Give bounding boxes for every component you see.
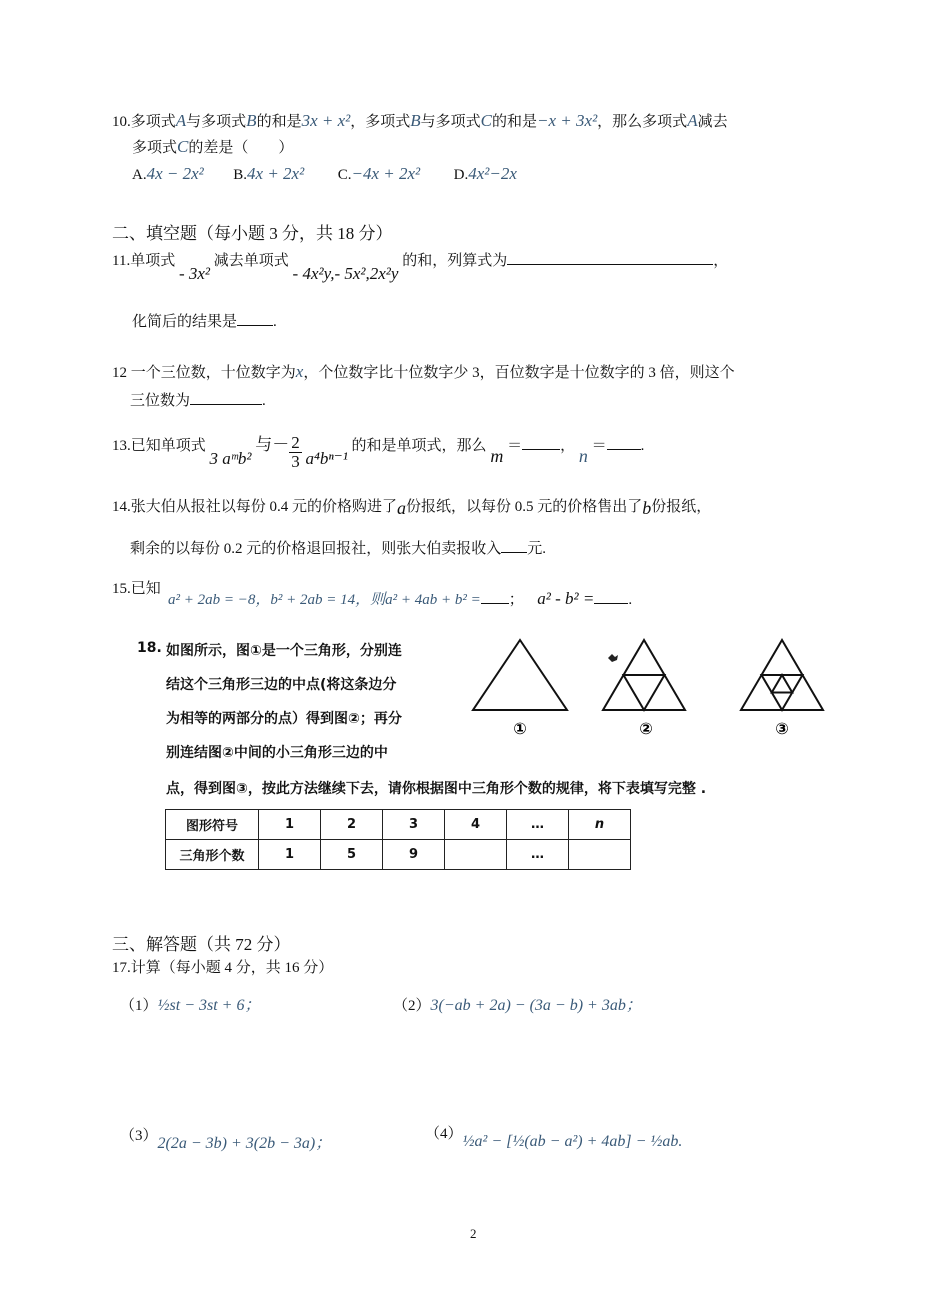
var-n: n bbox=[578, 445, 588, 466]
table-cell: 三角形个数 bbox=[166, 840, 259, 870]
q14-text: 14.张大伯从报社以每份 0.4 元的价格购进了 bbox=[112, 499, 398, 515]
q18-line: 别连结图②中间的小三角形三边的中 bbox=[166, 745, 388, 761]
q12-text: ，个位数字比十位数字少 3，百位数字是十位数字的 3 倍，则这个 bbox=[303, 365, 735, 381]
q10-text: ，多项式 bbox=[350, 114, 411, 130]
q11-text: ， bbox=[713, 253, 729, 269]
section-2-heading: 二、填空题（每小题 3 分，共 18 分） bbox=[112, 224, 393, 243]
figure-1 bbox=[473, 640, 567, 710]
option-b[interactable] bbox=[233, 164, 305, 183]
answer-blank[interactable] bbox=[190, 390, 262, 405]
q13-expr1: 3 aᵐb² bbox=[209, 448, 252, 468]
q11-text: 化简后的结果是 bbox=[132, 314, 238, 330]
q10-text: 减去 bbox=[697, 114, 728, 130]
q17-part3 bbox=[120, 1122, 332, 1152]
table-cell: 9 bbox=[383, 840, 445, 870]
q14-line2 bbox=[130, 537, 546, 558]
option-c-label: C. bbox=[337, 167, 352, 183]
table-cell: n bbox=[569, 810, 631, 840]
q13-expr2: a⁴bⁿ⁻¹ bbox=[305, 448, 348, 468]
part3-expr: 2(2a − 3b) + 3(2b − 3a)； bbox=[157, 1135, 332, 1152]
table-cell: … bbox=[507, 810, 569, 840]
part2-expr: 3(−ab + 2a) − (3a − b) + 3ab； bbox=[430, 997, 642, 1014]
answer-blank[interactable] bbox=[481, 593, 509, 604]
table-cell: 3 bbox=[383, 810, 445, 840]
table-cell: 2 bbox=[321, 810, 383, 840]
q18-number: 18. bbox=[137, 640, 162, 656]
q12-text: . bbox=[262, 393, 266, 409]
answer-blank[interactable] bbox=[507, 250, 713, 265]
q11-text: . bbox=[273, 314, 277, 330]
q13-text: ， bbox=[560, 437, 576, 454]
option-b-label: B. bbox=[233, 167, 248, 183]
table-cell: 5 bbox=[321, 840, 383, 870]
option-a-expr: 4x − 2x² bbox=[146, 164, 204, 183]
var-B: B bbox=[410, 111, 421, 130]
part-label: （2） bbox=[393, 998, 431, 1014]
q13-text: ＝ bbox=[507, 437, 523, 454]
figure-2 bbox=[603, 640, 685, 710]
q11-expr2: - 4x²y,- 5x²,2x²y bbox=[292, 264, 399, 283]
var-B: B bbox=[246, 111, 257, 130]
q14-line1 bbox=[112, 495, 711, 516]
q10-text: 的差是（ ） bbox=[188, 140, 294, 156]
q10-text: 与多项式 bbox=[420, 114, 481, 130]
q12-text: 12 一个三位数，十位数字为 bbox=[112, 365, 296, 381]
expr-sum-bc: −x + 3x² bbox=[537, 111, 598, 130]
option-c-expr: −4x + 2x² bbox=[351, 164, 421, 183]
frac-den: 3 bbox=[291, 451, 300, 471]
q10-text: 多项式 bbox=[132, 140, 178, 156]
part4-expr: ½a² − [½(ab − a²) + 4ab] − ½ab. bbox=[462, 1133, 683, 1150]
q11-text: 的和，列算式为 bbox=[402, 253, 508, 269]
q10-text: 与多项式 bbox=[186, 114, 247, 130]
table-cell: 1 bbox=[259, 810, 321, 840]
part-label: （4） bbox=[425, 1126, 463, 1142]
q10-options bbox=[132, 164, 517, 184]
var-a: a bbox=[397, 498, 407, 518]
figure-3 bbox=[741, 640, 823, 710]
table-cell: 图形符号 bbox=[166, 810, 259, 840]
q10-text: 的和是 bbox=[492, 114, 538, 130]
var-C: C bbox=[177, 137, 189, 156]
option-b-expr: 4x + 2x² bbox=[247, 164, 305, 183]
q17-title: 17.计算（每小题 4 分，共 16 分） bbox=[112, 960, 334, 976]
q18-line: 如图所示，图①是一个三角形，分别连 bbox=[166, 643, 402, 659]
q12-text: 三位数为 bbox=[130, 393, 191, 409]
part-label: （1） bbox=[120, 998, 158, 1014]
q13-text: 与－ bbox=[255, 434, 290, 454]
var-C: C bbox=[480, 111, 493, 130]
q18-line: 结这个三角形三边的中点(将这条边分 bbox=[166, 677, 397, 693]
fig-label-1: ① bbox=[513, 719, 527, 738]
q12-line1 bbox=[112, 361, 735, 382]
frac-num: 2 bbox=[291, 433, 300, 452]
answer-blank[interactable] bbox=[501, 538, 527, 553]
table-cell: 1 bbox=[259, 840, 321, 870]
answer-blank[interactable] bbox=[522, 435, 560, 450]
q10-line1 bbox=[112, 110, 728, 131]
q14-text: 份报纸， bbox=[651, 499, 712, 515]
q18-line: 点，得到图③，按此方法继续下去，请你根据图中三角形个数的规律，将下表填写完整 . bbox=[166, 781, 707, 797]
q12-line2 bbox=[130, 389, 266, 410]
ink-blot bbox=[608, 654, 618, 662]
q11-line1 bbox=[112, 249, 729, 283]
q17-part2 bbox=[393, 992, 642, 1015]
q13-text: ＝ bbox=[591, 437, 607, 454]
q15-expr2: a² - b² = bbox=[537, 589, 595, 608]
answer-cell[interactable] bbox=[569, 840, 631, 870]
q13-text: . bbox=[640, 437, 645, 454]
q13-text: 13.已知单项式 bbox=[112, 437, 206, 454]
expr-sum-ab: 3x + x² bbox=[301, 111, 351, 130]
q15-text: . bbox=[628, 592, 633, 608]
q10-text: 的和是 bbox=[256, 114, 302, 130]
q14-text: 元. bbox=[527, 541, 547, 557]
part-label: （3） bbox=[120, 1128, 158, 1144]
q13-text: 的和是单项式，那么 bbox=[351, 437, 487, 454]
q11-text: 11.单项式 bbox=[112, 253, 176, 269]
var-x: x bbox=[295, 362, 304, 381]
q15-label: 15.已知 bbox=[112, 581, 161, 597]
option-a[interactable] bbox=[132, 164, 204, 183]
triangle-figures bbox=[470, 638, 835, 743]
fig-label-3: ③ bbox=[775, 719, 789, 738]
option-d-label: D. bbox=[453, 167, 469, 183]
q13-line bbox=[112, 428, 645, 471]
var-m: m bbox=[490, 445, 504, 466]
var-A: A bbox=[687, 111, 698, 130]
q10-text: 10.多项式 bbox=[112, 114, 176, 130]
q15-text: ； bbox=[508, 592, 524, 608]
fig-label-2: ② bbox=[639, 719, 653, 738]
table-row bbox=[166, 840, 631, 870]
option-d-expr: 4x²−2x bbox=[468, 164, 517, 183]
option-d[interactable] bbox=[453, 164, 517, 183]
q11-text: 减去单项式 bbox=[213, 253, 289, 269]
table-cell: 4 bbox=[445, 810, 507, 840]
q11-line2 bbox=[132, 310, 277, 331]
q10-line2 bbox=[132, 136, 293, 157]
fraction-two-thirds bbox=[289, 434, 302, 471]
section-3-heading: 三、解答题（共 72 分） bbox=[112, 935, 291, 954]
q17-part4 bbox=[425, 1122, 683, 1150]
option-c[interactable] bbox=[337, 164, 421, 183]
answer-blank[interactable] bbox=[237, 311, 273, 326]
option-a-label: A. bbox=[132, 167, 147, 183]
q14-text: 份报纸，以每份 0.5 元的价格售出了 bbox=[406, 499, 643, 515]
answer-cell[interactable] bbox=[445, 840, 507, 870]
q15-expr1: a² + 2ab = −8，b² + 2ab = 14，则a² + 4ab + b² = bbox=[168, 592, 481, 608]
q17-part1 bbox=[120, 992, 260, 1015]
q14-text: 剩余的以每份 0.2 元的价格退回报社，则张大伯卖报收入 bbox=[130, 541, 502, 557]
page-number: 2 bbox=[470, 1226, 477, 1241]
q10-text: ，那么多项式 bbox=[597, 114, 688, 130]
table-row bbox=[166, 810, 631, 840]
q18-line: 为相等的两部分的点）得到图②；再分 bbox=[166, 711, 402, 727]
var-A: A bbox=[175, 111, 187, 130]
answer-blank[interactable] bbox=[607, 435, 641, 450]
pattern-table bbox=[165, 809, 631, 870]
var-b: b bbox=[642, 498, 652, 518]
q11-expr1: - 3x² bbox=[178, 264, 211, 283]
answer-blank[interactable] bbox=[594, 593, 628, 604]
part1-expr: ½st − 3st + 6； bbox=[157, 997, 261, 1014]
table-cell: … bbox=[507, 840, 569, 870]
q15-line bbox=[168, 588, 632, 609]
